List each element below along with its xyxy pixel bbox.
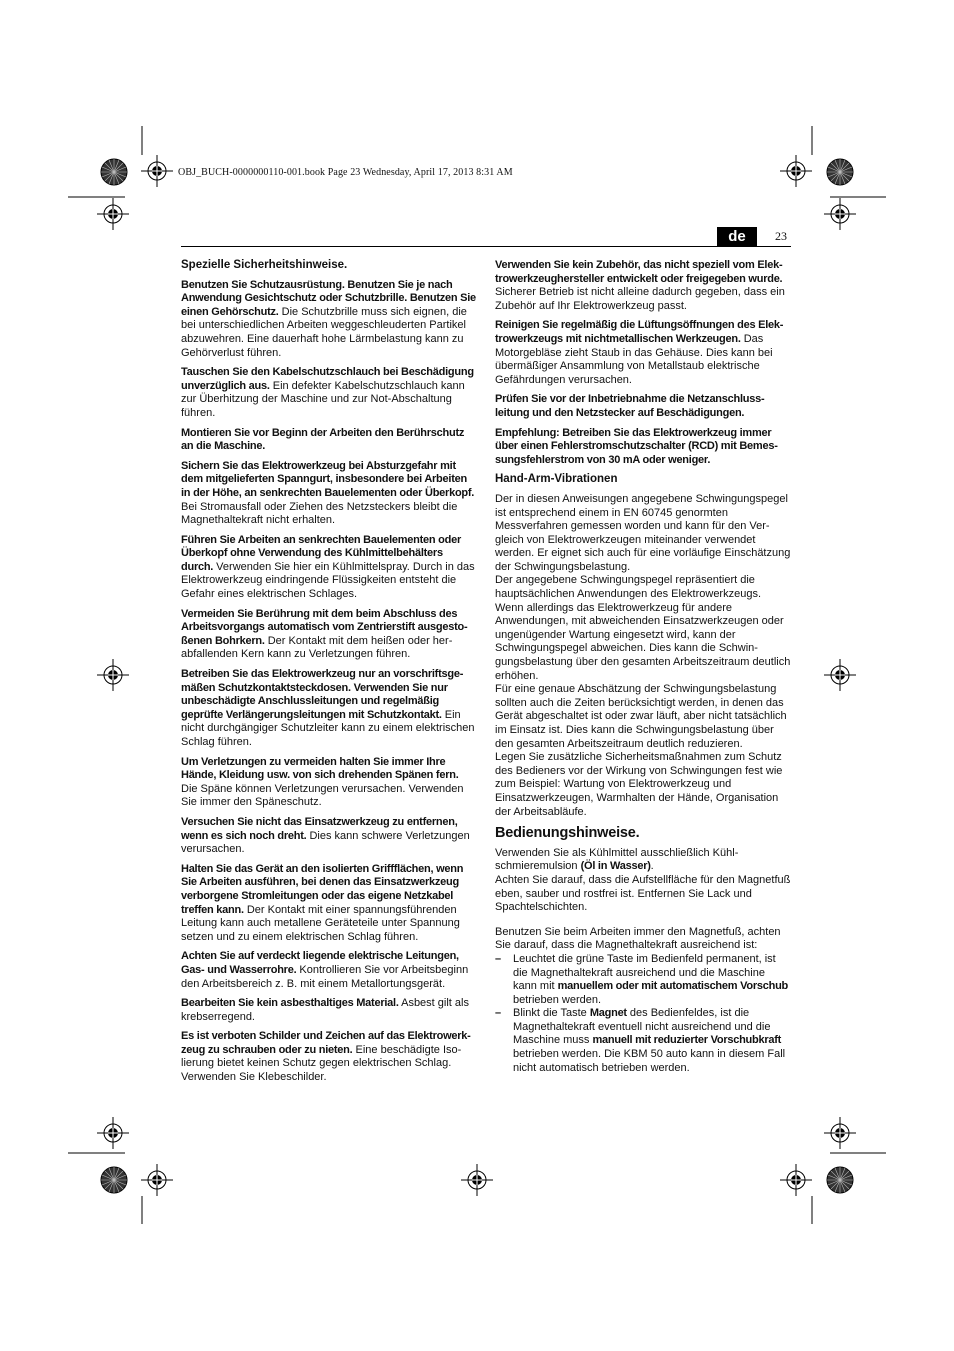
paragraph: Der angegebene Schwingungspegel repräsentiert die hauptsächlichen Anwendungen des Elektrowerkzeugs. Wenn allerdings das Elektrowerkzeug für andere Anwendungen, mit abweichenden Einsatzwerkzeugen oder ungenügender Wartung eingesetzt wird, kann der Schwingungspegel abweichen. Dies kann die Schwingungsbelastung über den gesamten Arbeitszeitraum deutlich erhöhen. [495, 574, 791, 682]
section-heading-safety: Spezielle Sicherheitshinweise. [181, 259, 348, 271]
dash-bullet: – [495, 952, 502, 965]
paragraph: Achten Sie darauf, dass die Aufstellfläche für den Magnetfuß eben, sauber und rostfrei ist. Entfernen Sie Lack und Spachtelschichten. [495, 873, 791, 914]
paragraph: Es ist verboten Schilder und Zeichen auf das Elektrowerkzeug zu schrauben oder zu nieten. Eine beschädigte Isolierung bietet keinen Schutz gegen elektrischen Schlag. Verwenden Sie Klebeschilder. [181, 1030, 471, 1084]
paragraph: Betreiben Sie das Elektrowerkzeug nur an vorschriftsgemäßen Schutzkontaktsteckdosen. Verwenden Sie nur unbeschädigte Anschlussleitungen und regelmäßig geprüfte Verlängerungsleitungen mit Schutzkontakt. Ein nicht durchgängiger Schutzleiter kann zu einem elektrischen Schlag führen. [181, 668, 475, 748]
header-rule [181, 246, 791, 247]
file-info-header: OBJ_BUCH-0000000110-001.book Page 23 Wednesday, April 17, 2013 8:31 AM [178, 167, 513, 178]
paragraph: Sichern Sie das Elektrowerkzeug bei Absturzgefahr mit dem mitgelieferten Spanngurt, insbesondere bei Arbeiten in der Höhe, an senkrechten Bauelementen oder Überkopf. Bei Stromausfall oder Ziehen des Netzsteckers bleibt die Magnethaltekraft nicht erhalten. [181, 459, 475, 527]
paragraph: Um Verletzungen zu vermeiden halten Sie immer Ihre Hände, Kleidung usw. von sich drehenden Spänen fern. Die Späne können Verletzungen verursachen. Verwenden Sie immer den Späneschutz. [181, 755, 464, 809]
paragraph: Verwenden Sie kein Zubehör, das nicht speziell vom Elektrowerkzeughersteller entwickelt oder freigegeben wurde. Sicherer Betrieb ist nicht alleine dadurch gegeben, dass ein Zubehör auf Ihr Elektrowerkzeug passt. [495, 259, 785, 312]
paragraph: Für eine genaue Abschätzung der Schwingungsbelastung sollten auch die Zeiten berücksichtigt werden, in denen das Gerät abgeschaltet ist oder zwar läuft, aber nicht tatsächlich im Einsatz ist. Dies kann die Schwingungsbelastung über den gesamten Arbeitszeitraum deutlich reduzieren. [495, 683, 787, 750]
paragraph: Versuchen Sie nicht das Einsatzwerkzeug zu entfernen, wenn es sich noch dreht. Dies kann schwere Verletzungen verursachen. [181, 815, 470, 856]
paragraph: Verwenden Sie als Kühlmittel ausschließlich Kühlschmieremulsion (Öl in Wasser). [495, 846, 739, 873]
paragraph: Legen Sie zusätzliche Sicherheitsmaßnahmen zum Schutz des Bedieners vor der Wirkung von Schwingungen fest wie zum Beispiel: Wartung von Elektrowerkzeug und Einsatzwerkzeugen, Warmhalten der Hände, Organisation der Arbeitsabläufe. [495, 751, 783, 818]
language-badge: de [717, 227, 757, 246]
list-item: – Leuchtet die grüne Taste im Bedienfeld permanent, ist die Magnethaltekraft ausreichend und die Maschine kann mit manuellem oder mit automatischem Vorschub betrieben werden. [495, 952, 789, 1006]
paragraph: Reinigen Sie regelmäßig die Lüftungsöffnungen des Elektrowerkzeugs mit nichtmetallischen Werkzeugen. Das Motorgebläse zieht Staub in das Gehäuse. Dies kann bei übermäßiger Ansammlung von Metallstaub elektrische Gefährdungen verursachen. [495, 319, 784, 386]
paragraph: Empfehlung: Betreiben Sie das Elektrowerkzeug immer über einen Fehlerstromschutzschalter (RCD) mit Bemessungsfehlerstrom von 30 mA oder weniger. [495, 426, 778, 466]
right-column [495, 259, 791, 1075]
paragraph: Benutzen Sie beim Arbeiten immer den Magnetfuß, achten Sie darauf, dass die Magnethaltekraft ausreichend ist: [495, 925, 781, 952]
paragraph: Vermeiden Sie Berührung mit dem beim Abschluss des Arbeitsvorgangs automatisch vom Zentrierstift ausgestoßenen Bohrkern. Der Kontakt mit dem heißen oder herabfallenden Kern kann zu Verletzungen führen. [181, 607, 468, 661]
paragraph: Tauschen Sie den Kabelschutzschlauch bei Beschädigung unverzüglich aus. Ein defekter Kabelschutzschlauch kann zur Überhitzung der Maschine und zur Not-Abschaltung führen. [181, 366, 474, 419]
paragraph: Führen Sie Arbeiten an senkrechten Bauelementen oder Überkopf ohne Verwendung des Kühlmittelbehälters durch. Verwenden Sie hier ein Kühlmittelspray. Durch in das Elektrowerkzeug eindringende Flüssigkeiten entsteht die Gefahr eines elektrischen Schlages. [181, 533, 475, 601]
list-item: – Blinkt die Taste Magnet des Bedienfeldes, ist die Magnethaltekraft eventuell nicht ausreichend und die Maschine muss manuell mit reduzierter Vorschubkraft betrieben werden. Die KBM 50 auto kann in diesem Fall nicht automatisch betrieben werden. [495, 1007, 786, 1074]
paragraph: Achten Sie auf verdeckt liegende elektrische Leitungen, Gas- und Wasserrohre. Kontrollieren Sie vor Arbeitsbeginn den Arbeitsbereich z. B. mit einem Metallortungsgerät. [181, 950, 469, 990]
paragraph: Bearbeiten Sie kein asbesthaltiges Material. Asbest gilt als krebserregend. [181, 997, 469, 1023]
paragraph: Halten Sie das Gerät an den isolierten Griffflächen, wenn Sie Arbeiten ausführen, bei denen das Einsatzwerkzeug verborgene Stromleitungen oder das eigene Netzkabel treffen kann. Der Kontakt mit einer spannungsführenden Leitung kann auch metallene Geräteteile unter Spannung setzen und zu einem elektrischen Schlag führen. [181, 862, 464, 943]
paragraph: Benutzen Sie Schutzausrüstung. Benutzen Sie je nach Anwendung Gesichtschutz oder Schutzbrille. Benutzen Sie einen Gehörschutz. Die Schutzbrille muss sich eignen, die bei unterschiedlichen Arbeiten weggeschleuderten Partikel abzuwehren. Eine dauerhaft hohe Lärmbelastung kann zu Gehörverlust führen. [181, 278, 476, 359]
paragraph: Der in diesen Anweisungen angegebene Schwingungspegel ist entsprechend einem in EN 60745 genormten Messverfahren gemessen worden und kann für den Vergleich von Elektrowerkzeugen miteinander verwendet werden. Er eignet sich auch für eine vorläufige Einschätzung der Schwingungsbelastung. [495, 492, 791, 573]
dash-bullet: – [495, 1007, 502, 1020]
paragraph: Prüfen Sie vor der Inbetriebnahme die Netzanschlussleitung und den Netzstecker auf Beschädigungen. [495, 393, 765, 419]
section-heading-vibration: Hand-Arm-Vibrationen [495, 473, 618, 486]
page-number: 23 [775, 229, 787, 243]
left-column [181, 259, 477, 1091]
section-heading-operation: Bedienungshinweise. [495, 825, 640, 842]
paragraph: Montieren Sie vor Beginn der Arbeiten den Berührschutz an die Maschine. [181, 426, 465, 453]
